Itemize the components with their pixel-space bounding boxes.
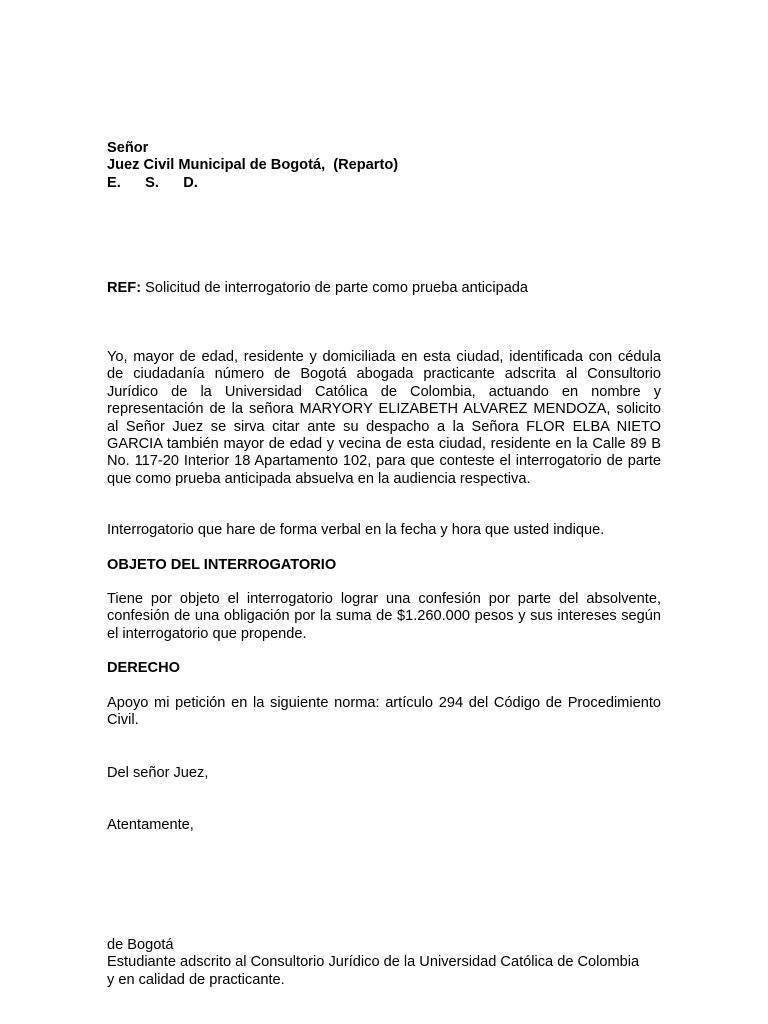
addressee-salutation: Señor	[107, 140, 149, 156]
reference-label: REF:	[107, 280, 142, 296]
closing-regards: Atentamente,	[107, 817, 194, 833]
reference-line	[107, 280, 661, 297]
addressee-judge: Juez Civil Municipal de Bogotá, (Reparto)	[107, 157, 399, 174]
signature-city: de Bogotá	[107, 937, 174, 953]
signature-role: Estudiante adscrito al Consultorio Jurídico de la Universidad Católica de Colombia	[107, 954, 640, 971]
body-paragraph-verbal: Interrogatorio que hare de forma verbal en la fecha y hora que usted indique.	[107, 522, 605, 538]
body-paragraph-objeto: Tiene por objeto el interrogatorio lograr una confesión por parte del absolvente, confesión de una obligación por la suma de $1.260.000 pesos y sus intereses según el interrogatorio que propende.	[107, 591, 661, 642]
reference-text: Solicitud de interrogatorio de parte como prueba anticipada	[141, 280, 529, 296]
section-heading-derecho: DERECHO	[107, 660, 180, 676]
body-paragraph-request: Yo, mayor de edad, residente y domiciliada en esta ciudad, identificada con cédula de ciudadanía número de Bogotá abogada practicante adscrita al Consultorio Jurídico de la Universidad Católica de Colombia, actuando en nombre y representación de la señora MARYORY ELIZABETH ALVAREZ MENDOZA, solicito al Señor Juez se sirva citar ante su despacho a la Señora FLOR ELBA NIETO GARCIA también mayor de edad y vecina de esta ciudad, residente en la Calle 89 B No. 117-20 Interior 18 Apartamento 102, para que conteste el interrogatorio de parte que como prueba anticipada absuelva en la audiencia respectiva.	[107, 349, 661, 487]
signature-block	[107, 937, 661, 989]
signature-capacity: y en calidad de practicante.	[107, 971, 285, 988]
addressee-block	[107, 140, 661, 192]
closing-salutation: Del señor Juez,	[107, 765, 209, 781]
section-heading-objeto: OBJETO DEL INTERROGATORIO	[107, 557, 337, 573]
addressee-esd: E. S. D.	[107, 174, 198, 191]
body-paragraph-derecho: Apoyo mi petición en la siguiente norma: artículo 294 del Código de Procedimiento Civil.	[107, 695, 661, 729]
